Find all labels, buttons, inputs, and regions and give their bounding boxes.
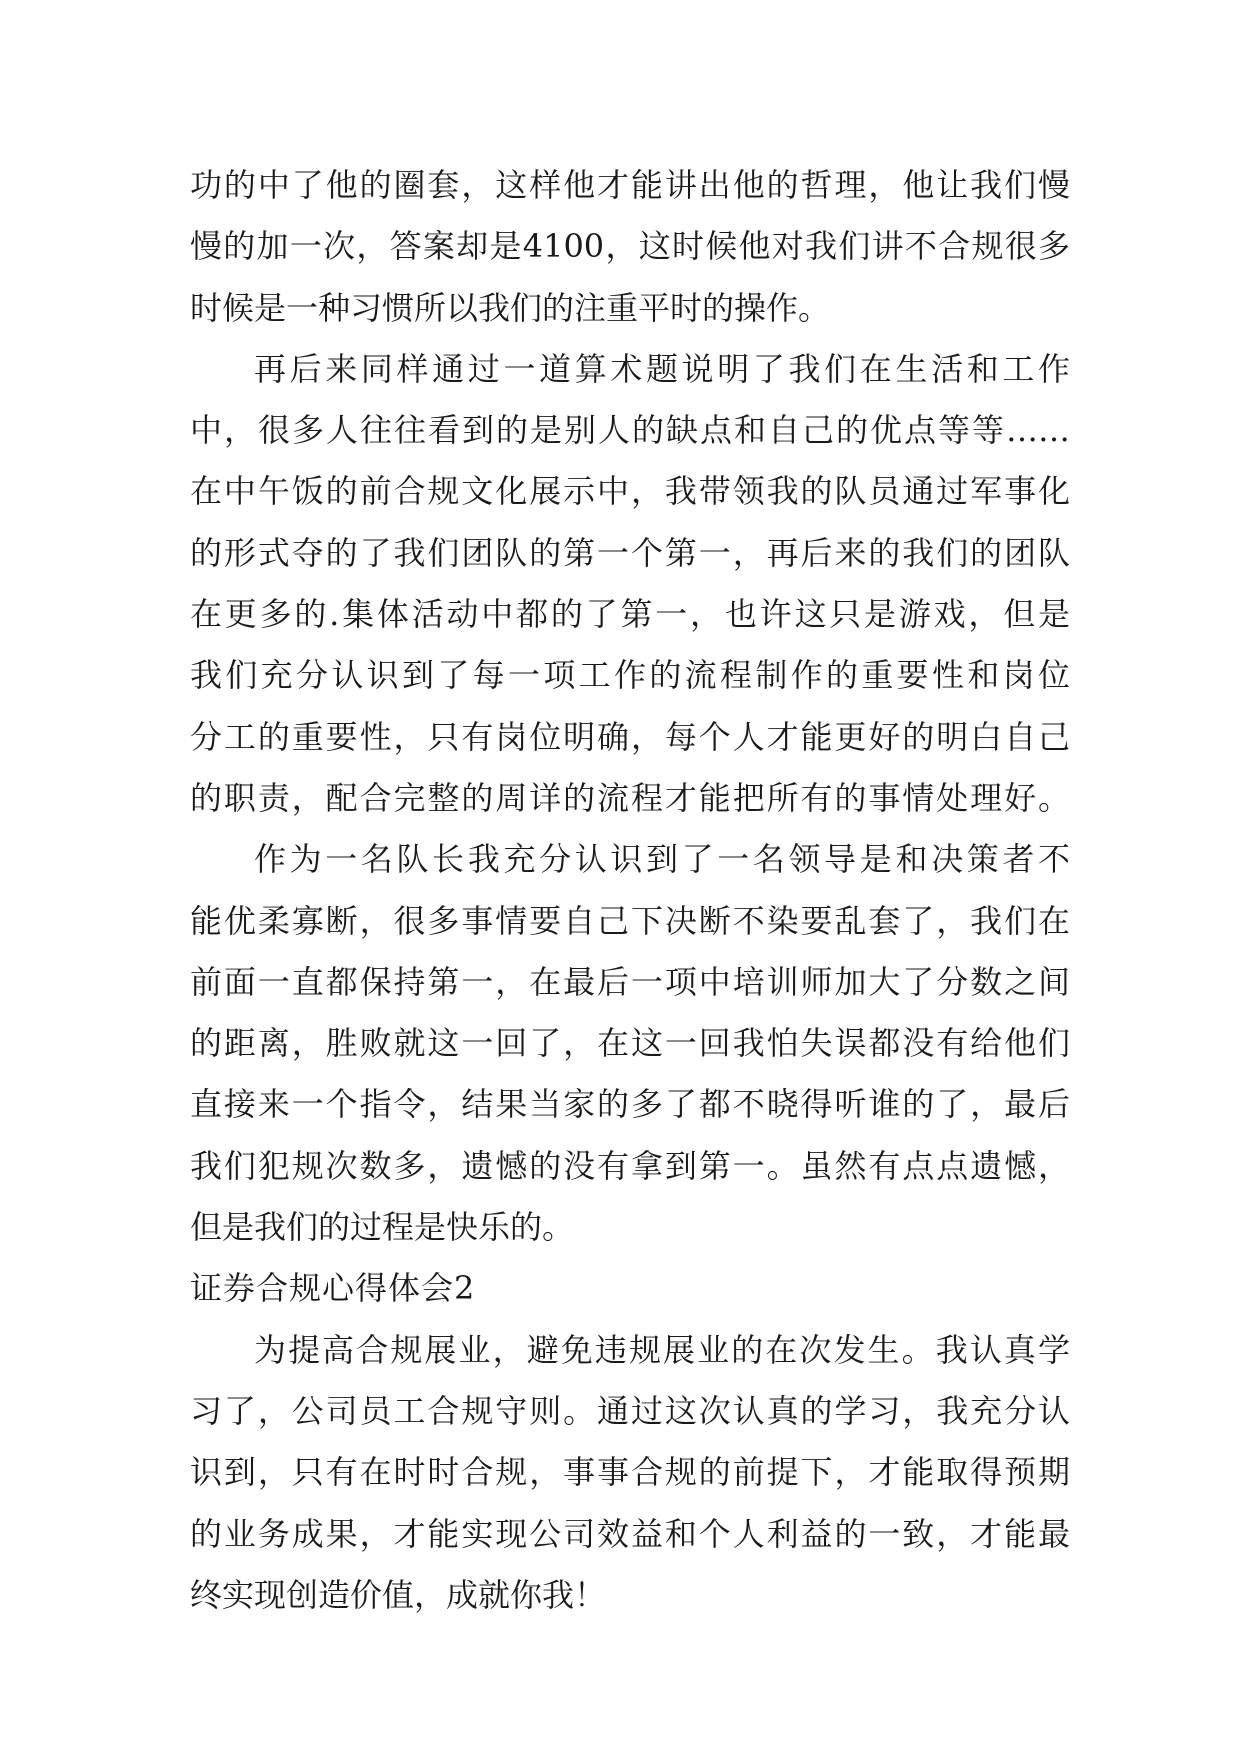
text-line: 功的中了他的圈套，这样他才能讲出他的哲理，他让我们慢 [190, 166, 1070, 204]
text-line: 我们充分认识到了每一项工作的流程制作的重要性和岗位 [190, 656, 1070, 695]
text-line: 在更多的.集体活动中都的了第一，也许这只是游戏，但是 [190, 595, 1070, 634]
text-line: 的形式夺的了我们团队的第一个第一，再后来的我们的团队 [190, 533, 1070, 572]
text-line: 的距离，胜败就这一回了，在这一回我怕失误都没有给他们 [190, 1024, 1070, 1063]
text-line: 慢的加一次，答案却是4100，这时候他对我们讲不合规很多 [190, 227, 1070, 266]
text-line: 在中午饭的前合规文化展示中，我带领我的队员通过军事化 [190, 472, 1070, 511]
document-body [190, 155, 1070, 1626]
text-line: 识到，只有在时时合规，事事合规的前提下，才能取得预期 [190, 1453, 1070, 1492]
text-line: 再后来同样通过一道算术题说明了我们在生活和工作 [254, 349, 1070, 388]
text-line: 能优柔寡断，很多事情要自己下决断不染要乱套了，我们在 [190, 901, 1070, 940]
text-line: 的职责，配合完整的周详的流程才能把所有的事情处理好。 [190, 778, 1070, 817]
text-line: 但是我们的过程是快乐的。 [190, 1208, 575, 1247]
text-line: 中，很多人往往看到的是别人的缺点和自己的优点等等…… [190, 411, 1070, 450]
text-line: 分工的重要性，只有岗位明确，每个人才能更好的明白自己 [190, 717, 1070, 756]
text-line: 的业务成果，才能实现公司效益和个人利益的一致，才能最 [190, 1514, 1070, 1553]
text-line: 直接来一个指令，结果当家的多了都不晓得听谁的了，最后 [190, 1085, 1070, 1124]
section-heading: 证券合规心得体会2 [190, 1269, 476, 1308]
text-line: 习了，公司员工合规守则。通过这次认真的学习，我充分认 [190, 1391, 1070, 1430]
text-line: 为提高合规展业，避免违规展业的在次发生。我认真学 [254, 1330, 1070, 1369]
text-line: 时候是一种习惯所以我们的注重平时的操作。 [190, 288, 831, 327]
text-line: 作为一名队长我充分认识到了一名领导是和决策者不 [254, 840, 1070, 879]
text-line: 前面一直都保持第一，在最后一项中培训师加大了分数之间 [190, 962, 1070, 1001]
text-line: 我们犯规次数多，遗憾的没有拿到第一。虽然有点点遗憾， [190, 1146, 1070, 1185]
text-line: 终实现创造价值，成就你我！ [190, 1575, 607, 1614]
